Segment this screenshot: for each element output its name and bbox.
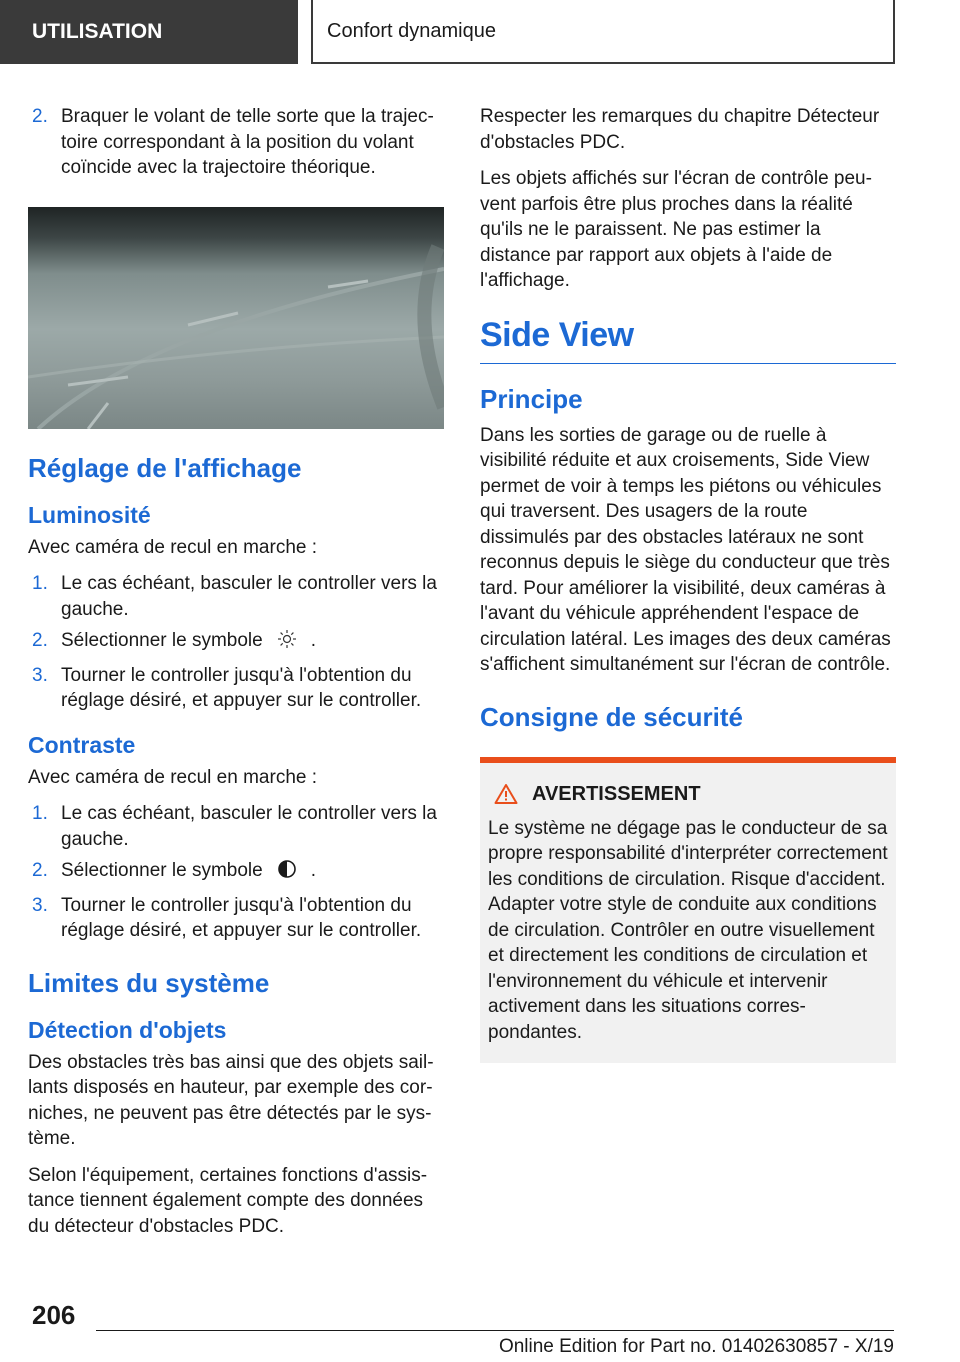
camera-view-image [28,207,444,429]
list-item: 2. Sélectionner le symbole . [28,628,444,657]
warning-triangle-icon [494,783,518,805]
list-item: 3. Tourner le controller jusqu'à l'obtention du réglage désiré, et appuyer sur le controller. [32,664,422,711]
footer-divider [96,1330,894,1331]
section-heading-reglage: Réglage de l'affichage [28,452,302,483]
contrast-icon [277,859,297,887]
section-heading-principe: Principe [480,383,583,414]
pdc-remark: Respecter les remarques du chapitre Détecteur d'obstacles PDC. [480,106,880,153]
luminosite-steps [28,571,444,714]
section-heading-consigne: Consigne de sécurité [480,701,743,732]
page-number: 206 [32,1300,76,1330]
display-distance-note: Les objets affichés sur l'écran de contrôle peuvent parfois être plus proches dans la réalité qu'ils ne le paraissent. Ne pas estimer la distance par rapport aux objets à l'aide de l'affichage. [480,168,872,291]
list-item: 2. Sélectionner le symbole . [28,858,444,887]
warning-text: Le système ne dégage pas le conducteur de sa propre responsabilité d'interpréter correctement les conditions de circulation. Risque d'accident. Adapter votre style de conduite aux conditions de circulation. Contrôler en outre visuellement et directement les conditions de circulation et l'environnement du véhicule et intervenir activement dans les situations correspondantes. [488,817,888,1043]
detection-paragraph-1: Des obstacles très bas ainsi que des objets saillants disposés en hauteur, par exemple des corniches, ne peuvent pas être détectés par le système. [28,1051,434,1149]
page-header [0,0,960,66]
subheading-luminosite: Luminosité [28,501,151,528]
list-item: 3. Tourner le controller jusqu'à l'obtention du réglage désiré, et appuyer sur le controller. [32,894,422,941]
contraste-intro: Avec caméra de recul en marche : [28,766,318,788]
section-heading-limites: Limites du système [28,967,270,998]
principe-paragraph: Dans les sorties de garage ou de ruelle à visibilité réduite et aux croisements, Side View permet de voir à temps les piétons ou véhicules qui traversent. Des usagers de la route dissimulés par des obstacles latéraux ne sont reconnus depuis le siège du conducteur que très tard. Pour améliorer la visibilité, deux caméras à l'avant du véhicule appréhendent l'espace de circulation latéral. Les images des deux caméras s'affichent simultanément sur l'écran de contrôle. [480,424,891,675]
left-column [28,104,444,1250]
detection-paragraph-2: Selon l'équipement, certaines fonctions d'assistance tiennent également compte des données du détecteur d'obstacles PDC. [28,1164,428,1237]
list-item: 1. Le cas échéant, basculer le controller vers la gauche. [32,573,437,620]
sun-icon [277,629,297,657]
contraste-steps [28,801,444,944]
section-tab: UTILISATION [0,0,298,64]
luminosite-intro: Avec caméra de recul en marche : [28,536,318,558]
warning-box [480,757,896,1064]
list-item: 2. Braquer le volant de telle sorte que la trajectoire correspondant à la position du volant coïncide avec la trajectoire théorique. [32,106,434,178]
camera-view-graphic [28,207,444,429]
intro-list [28,104,444,181]
warning-title: AVERTISSEMENT [494,783,888,806]
subheading-contraste: Contraste [28,731,136,758]
right-column [480,104,896,1063]
chapter-heading-side-view: Side View [480,316,896,364]
subheading-detection: Détection d'objets [28,1016,227,1043]
edition-note: Online Edition for Part no. 01402630857 - X/19 [498,1336,894,1357]
chapter-tab: Confort dynamique [311,0,895,64]
list-item: 1. Le cas échéant, basculer le controller vers la gauche. [32,803,437,850]
